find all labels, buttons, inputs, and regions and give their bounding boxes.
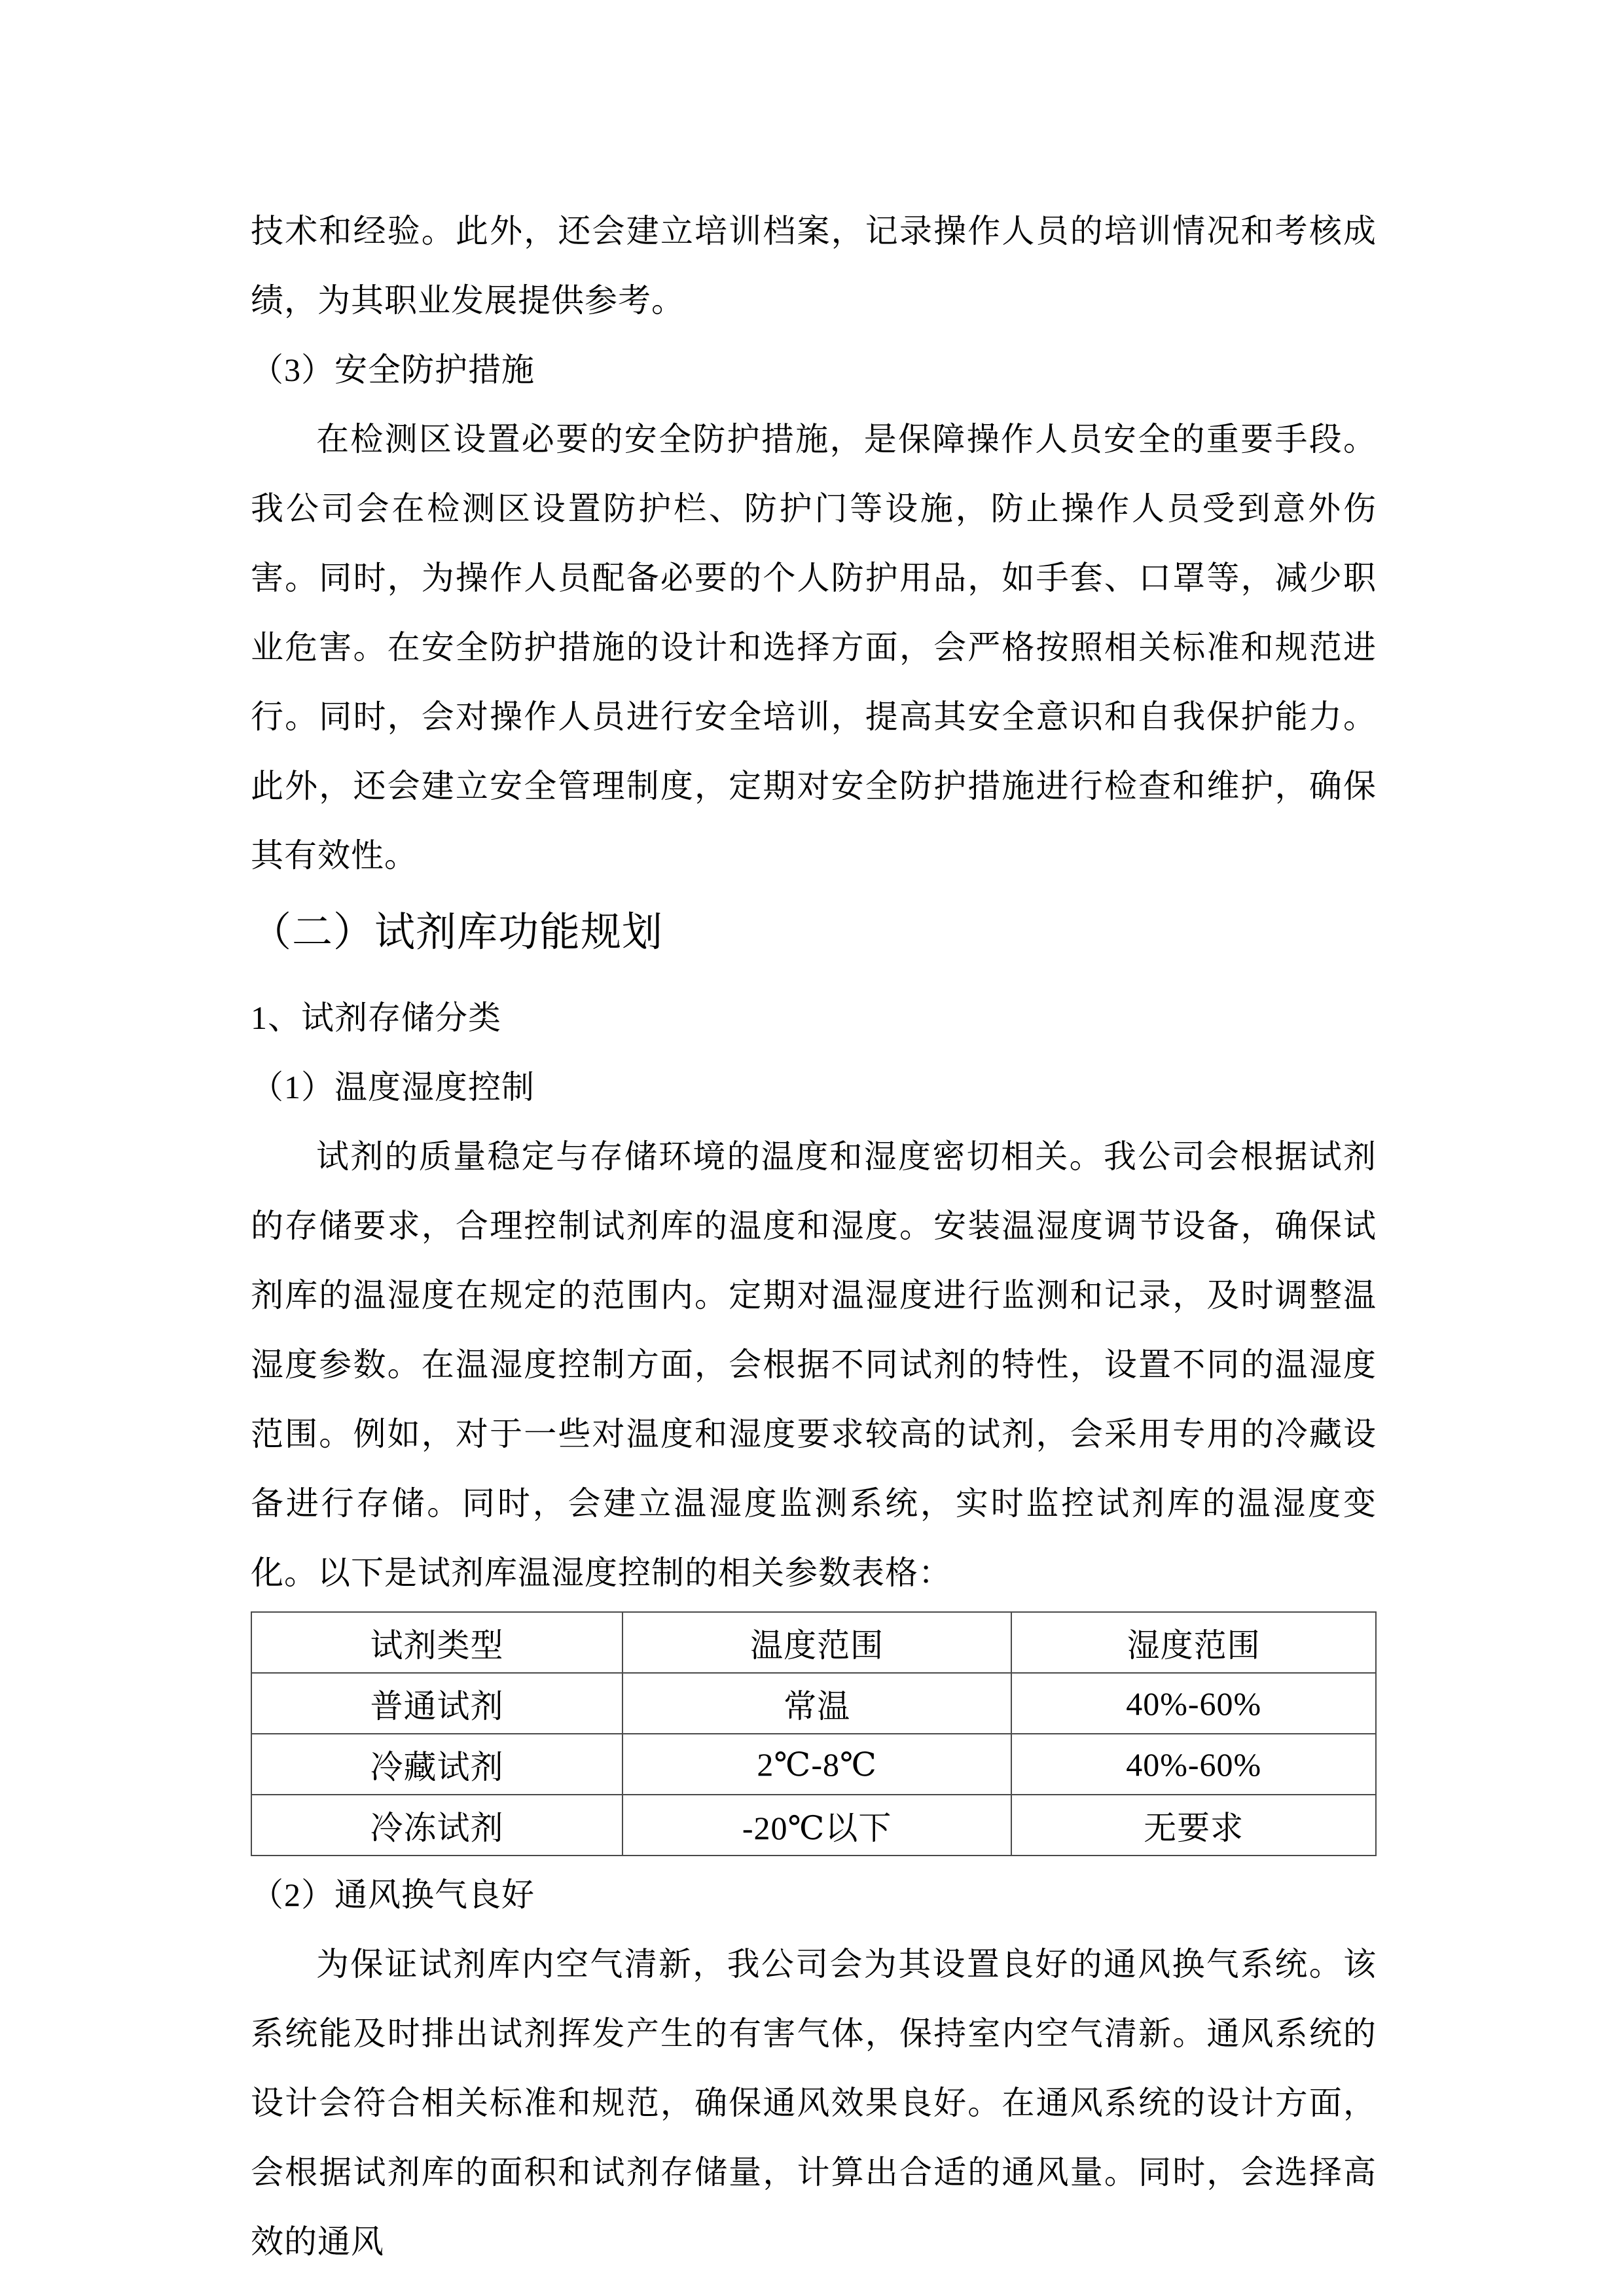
paragraph-temp-humidity: 试剂的质量稳定与存储环境的温度和湿度密切相关。我公司会根据试剂的存储要求，合理控制试剂库的温度和湿度。安装温湿度调节设备，确保试剂库的温湿度在规定的范围内。定期对温湿度进行监测和记录，及时调整温湿度参数。在温湿度控制方面，会根据不同试剂的特性，设置不同的温湿度范围。例如，对于一些对温度和湿度要求较高的试剂，会采用专用的冷藏设备进行存储。同时，会建立温湿度监测系统，实时监控试剂库的温湿度变化。以下是试剂库温湿度控制的相关参数表格： <box>251 1138 1377 1591</box>
table-row <box>251 1673 1376 1734</box>
table-cell: 冷冻试剂 <box>251 1795 623 1856</box>
table-cell: 普通试剂 <box>251 1673 623 1734</box>
paragraph-ventilation: 为保证试剂库内空气清新，我公司会为其设置良好的通风换气系统。该系统能及时排出试剂挥发产生的有害气体，保持室内空气清新。通风系统的设计会符合相关标准和规范，确保通风效果良好。在通风系统的设计方面，会根据试剂库的面积和试剂存储量，计算出合适的通风量。同时，会选择高效的通风 <box>251 1946 1377 2260</box>
table-header-cell-reagent-type: 试剂类型 <box>251 1612 623 1673</box>
table-row <box>251 1734 1376 1795</box>
heading-safety-measures: （3）安全防护措施 <box>251 351 535 388</box>
heading-ventilation: （2）通风换气良好 <box>251 1876 535 1913</box>
paragraph-training-continuation: 技术和经验。此外，还会建立培训档案，记录操作人员的培训情况和考核成绩，为其职业发展提供参考。 <box>251 213 1377 319</box>
heading-temp-humidity-control: （1）温度湿度控制 <box>251 1069 535 1105</box>
heading-reagent-library-section: （二）试剂库功能规划 <box>251 910 664 955</box>
table-cell: 40%-60% <box>1011 1673 1376 1734</box>
table-cell: 无要求 <box>1011 1795 1376 1856</box>
heading-storage-classification: 1、试剂存储分类 <box>251 999 501 1036</box>
table-header-row <box>251 1612 1376 1673</box>
table-cell: -20℃以下 <box>623 1795 1011 1856</box>
table-cell: 2℃-8℃ <box>623 1734 1011 1795</box>
table-header-cell-temp-range: 温度范围 <box>623 1612 1011 1673</box>
table-cell: 常温 <box>623 1673 1011 1734</box>
table-header-cell-humidity-range: 湿度范围 <box>1011 1612 1376 1673</box>
table-row <box>251 1795 1376 1856</box>
paragraph-safety-measures: 在检测区设置必要的安全防护措施，是保障操作人员安全的重要手段。我公司会在检测区设置防护栏、防护门等设施，防止操作人员受到意外伤害。同时，为操作人员配备必要的个人防护用品，如手套、口罩等，减少职业危害。在安全防护措施的设计和选择方面，会严格按照相关标准和规范进行。同时，会对操作人员进行安全培训，提高其安全意识和自我保护能力。此外，还会建立安全管理制度，定期对安全防护措施进行检查和维护，确保其有效性。 <box>251 421 1377 874</box>
temp-humidity-table <box>251 1611 1377 1856</box>
table-cell: 40%-60% <box>1011 1734 1376 1795</box>
table-cell: 冷藏试剂 <box>251 1734 623 1795</box>
